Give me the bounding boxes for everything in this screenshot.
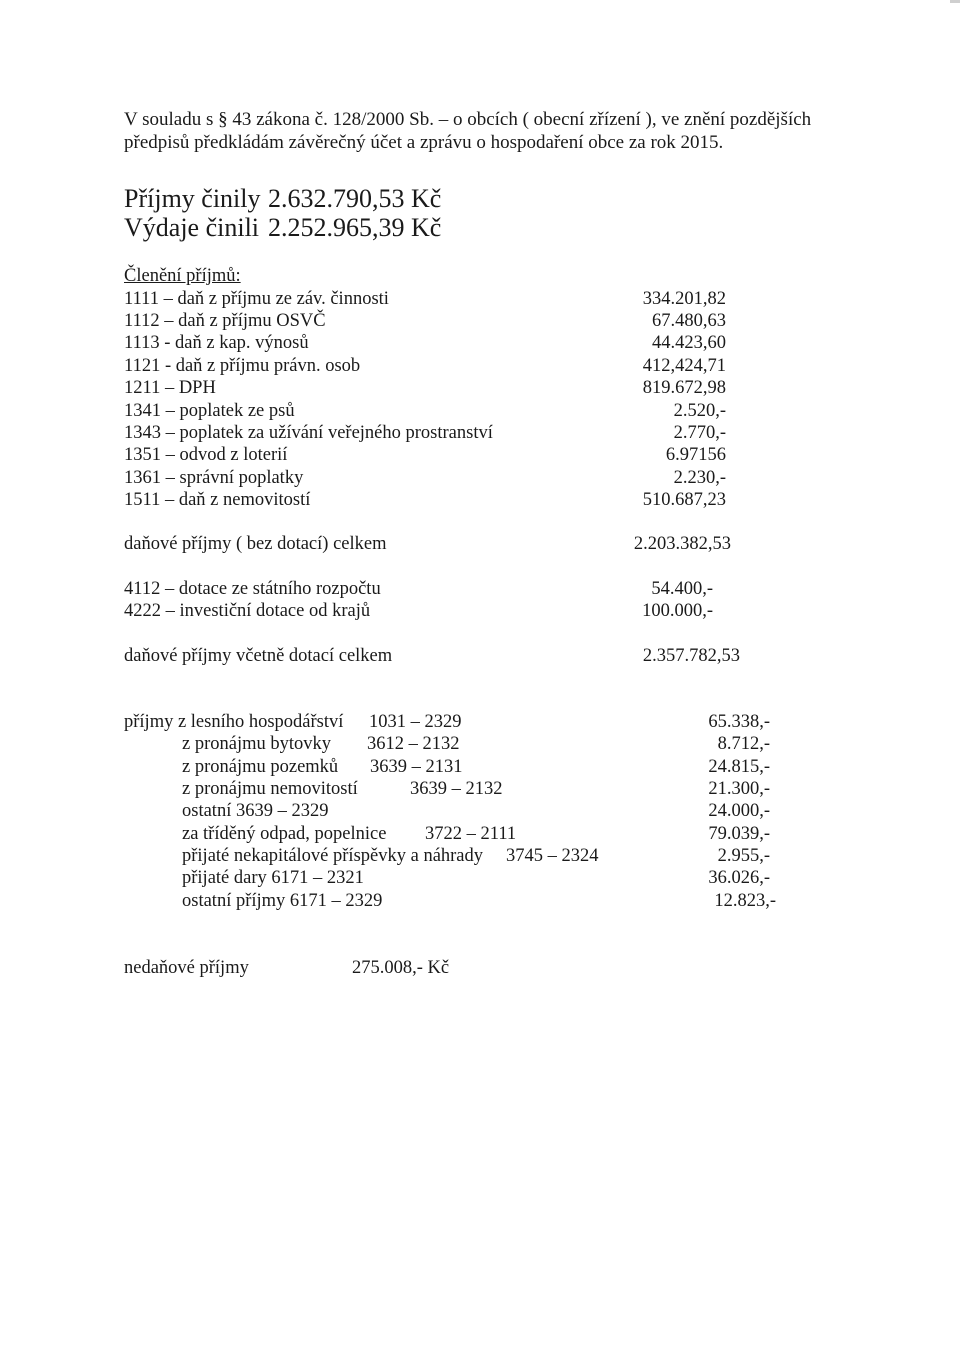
income-value: 2.632.790,53 Kč	[268, 184, 442, 213]
grant-value: 54.400,-	[651, 579, 713, 599]
grant-label: 4112 – dotace ze státního rozpočtu	[124, 579, 381, 599]
tax-income-total-value: 2.203.382,53	[633, 534, 731, 554]
income-item-label: 1341 – poplatek ze psů	[124, 401, 295, 421]
nontax-item-label: ostatní příjmy 6171 – 2329	[182, 891, 383, 911]
nontax-item-value: 21.300,-	[708, 779, 770, 799]
nontax-item-label: přijaté nekapitálové příspěvky a náhrady	[182, 846, 484, 866]
nontax-item-code: 3745 – 2324	[506, 846, 599, 866]
nontax-item-value: 2.955,-	[717, 846, 770, 866]
income-item-label: 1351 – odvod z loterií	[124, 445, 288, 465]
expense-label: Výdaje činili	[124, 213, 260, 242]
nontax-total-label: nedaňové příjmy	[124, 958, 249, 978]
income-item-value: 412,424,71	[642, 356, 726, 376]
income-item-value: 44.423,60	[652, 333, 726, 353]
intro-line-2: předpisů předkládám závěrečný účet a zprávu o hospodaření obce za rok 2015.	[124, 132, 724, 153]
income-item-value: 819.672,98	[642, 378, 726, 398]
income-item-value: 6.97156	[665, 445, 726, 465]
grant-value: 100.000,-	[642, 601, 713, 621]
nontax-item-label: z pronájmu bytovky	[182, 734, 332, 754]
nontax-item-value: 8.712,-	[717, 734, 770, 754]
nontax-item-label: přijaté dary 6171 – 2321	[182, 868, 364, 888]
income-item-label: 1111 – daň z příjmu ze záv. činnosti	[124, 289, 389, 309]
nontax-item-label: z pronájmu pozemků	[182, 757, 339, 777]
nontax-item-value: 36.026,-	[708, 868, 770, 888]
grant-label: 4222 – investiční dotace od krajů	[124, 601, 371, 621]
tax-income-total-label: daňové příjmy ( bez dotací) celkem	[124, 534, 387, 554]
nontax-item-code: 1031 – 2329	[369, 712, 462, 732]
nontax-item-label: příjmy z lesního hospodářství	[124, 712, 344, 732]
income-item-label: 1511 – daň z nemovitostí	[124, 490, 311, 510]
tax-income-incl-grants-label: daňové příjmy včetně dotací celkem	[124, 646, 393, 666]
nontax-item-code: 3639 – 2131	[370, 757, 463, 777]
income-item-value: 510.687,23	[642, 490, 726, 510]
nontax-item-label: za tříděný odpad, popelnice	[182, 824, 387, 844]
nontax-item-code: 3612 – 2132	[367, 734, 460, 754]
income-item-label: 1343 – poplatek za užívání veřejného prostranství	[124, 423, 493, 443]
nontax-total-value: 275.008,- Kč	[352, 958, 450, 978]
expense-value: 2.252.965,39 Kč	[268, 213, 442, 242]
nontax-item-value: 65.338,-	[708, 712, 770, 732]
nontax-item-value: 24.000,-	[708, 801, 770, 821]
income-item-value: 2.520,-	[673, 401, 726, 421]
nontax-item-value: 24.815,-	[708, 757, 770, 777]
nontax-item-code: 3722 – 2111	[425, 824, 517, 844]
breakdown-heading: Členění příjmů:	[124, 266, 241, 286]
income-item-label: 1361 – správní poplatky	[124, 468, 304, 488]
income-item-value: 67.480,63	[652, 311, 726, 331]
intro-line-1: V souladu s § 43 zákona č. 128/2000 Sb. – o obcích ( obecní zřízení ), ve znění pozdějších	[124, 109, 812, 130]
nontax-item-code: 3639 – 2132	[410, 779, 503, 799]
tax-income-incl-grants-value: 2.357.782,53	[642, 646, 740, 666]
income-item-value: 2.770,-	[673, 423, 726, 443]
income-item-label: 1112 – daň z příjmu OSVČ	[124, 311, 326, 331]
income-label: Příjmy činily	[124, 184, 261, 213]
income-item-value: 2.230,-	[673, 468, 726, 488]
income-item-value: 334.201,82	[642, 289, 726, 309]
income-item-label: 1211 – DPH	[124, 378, 216, 398]
nontax-item-value: 12.823,-	[714, 891, 776, 911]
nontax-item-label: ostatní 3639 – 2329	[182, 801, 329, 821]
income-item-label: 1113 - daň z kap. výnosů	[124, 333, 309, 353]
nontax-item-value: 79.039,-	[708, 824, 770, 844]
page-edge-mark	[950, 0, 960, 3]
nontax-item-label: z pronájmu nemovitostí	[182, 779, 358, 799]
income-item-label: 1121 - daň z příjmu právn. osob	[124, 356, 361, 376]
